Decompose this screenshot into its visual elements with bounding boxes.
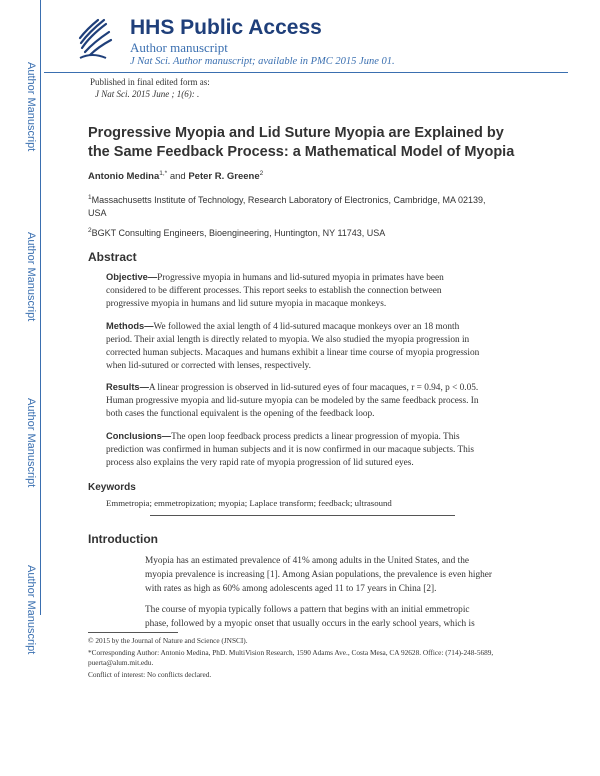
author-conjunction: and [169,171,186,183]
side-label-2: Author Manuscript [25,232,37,322]
availability-citation: J Nat Sci. Author manuscript; available in PMC 2015 June 01. [130,56,395,67]
keywords-rule [150,515,455,516]
abstract-conclusions: Conclusions—The open loop feedback process predicts a linear progression of myopia. This prediction was confirmed in human subjects and it is now confirmed in our macaque subjects. This process also explains the very rapid rate of myopia progression of lid sutured eyes. [106,431,475,468]
repository-title: HHS Public Access [130,16,322,39]
published-citation: J Nat Sci. 2015 June ; 1(6): . [95,89,200,99]
introduction-paragraph-2: The course of myopia typically follows a pattern that begins with an initial emmetropic phase, followed by a myopic onset that usually occurs in the early school years, which is [145,605,475,629]
abstract-objective: Objective—Progressive myopia in humans and lid-sutured myopia in primates have been considered to be different processes. This report seeks to establish the connection between progressive myopia in humans and lid suture myopia in macaque monkeys. [106,272,444,309]
author-superscript: 2 [259,170,264,177]
introduction-paragraph-1: Myopia has an estimated prevalence of 41% among adults in the United States, and the myopia prevalence is increasing [1]. Among Asian populations, the prevalence is even higher with rates as high as 60% among adolescents aged 11 to 17 years in China [2]. [145,556,492,594]
author-name: Peter R. Greene [188,171,260,183]
author-superscript: 1,* [159,170,168,177]
header-rule [44,72,568,73]
affiliation-2: $^2$BGKT Consulting Engineers, Bioengineering, Huntington, NY 11743, USA [88,227,386,238]
side-label-1: Author Manuscript [25,62,37,152]
keywords-list: Emmetropia; emmetropization; myopia; Laplace transform; feedback; ultrasound [106,498,392,508]
keywords-heading: Keywords [88,482,136,493]
hhs-eagle-logo [76,14,114,62]
author-list [88,170,263,182]
abstract-methods: Methods—We followed the axial length of 4 lid-sutured macaque monkeys over an 18 month period. Their axial length is directly related to myopia. We also studied the myopia progression in corrected human subjects. Macaques and humans exhibit a linear time course of myopia progression when lid-sutured or corrected with lenses, respectively. [106,321,480,371]
published-note: Published in final edited form as: [90,77,210,87]
paper-title: Progressive Myopia and Lid Suture Myopia are Explained by the Same Feedback Process: a Mathematical Model of Myopia [88,125,515,160]
manuscript-type: Author manuscript [130,40,228,55]
footnote-rule [88,632,178,633]
corresponding-author-footnote: *Corresponding Author: Antonio Medina, PhD. MultiVision Research, 1590 Adams Ave., Costa Mesa, CA 92628. Office: (714)-248-5689, puerta@alum.mit.edu. [88,648,494,667]
introduction-heading: Introduction [88,532,158,546]
side-label-3: Author Manuscript [25,398,37,488]
author-name: Antonio Medina [88,171,160,183]
side-label-4: Author Manuscript [25,565,37,655]
side-rule [40,0,41,615]
abstract-heading: Abstract [88,250,137,264]
affiliation-1: $^1$Massachusetts Institute of Technology, Research Laboratory of Electronics, Cambridge, MA 02139, USA [88,194,486,218]
abstract-results: Results—A linear progression is observed in lid-sutured eyes of four macaques, r = 0.94, p < 0.05. Human progressive myopia and lid-suture myopia can be modeled by the same feedback process. In both cases the functional equivalent is the opening of the feedback loop. [106,382,479,419]
copyright-footnote: © 2015 by the Journal of Nature and Science (JNSCI). [88,636,248,645]
conflict-footnote: Conflict of interest: No conflicts declared. [88,670,212,679]
